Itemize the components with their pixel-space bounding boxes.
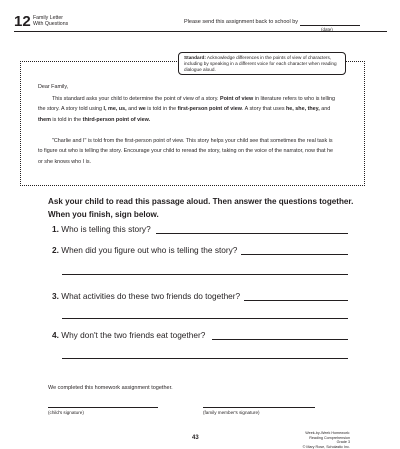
- question-number: 1.: [52, 224, 59, 234]
- p1-bold: them: [38, 116, 51, 123]
- answer-line-4a[interactable]: [212, 339, 348, 340]
- standard-label: Standard:: [184, 55, 206, 60]
- question-text: Who is telling this story?: [61, 224, 151, 234]
- question-2: [52, 245, 237, 255]
- answer-line-2b[interactable]: [62, 274, 348, 275]
- answer-line-3a[interactable]: [244, 300, 348, 301]
- question-number: 3.: [52, 291, 59, 301]
- family-signature-line[interactable]: [203, 407, 315, 408]
- footer-page-number: 43: [192, 435, 199, 441]
- copyright-line-1: Week-by-Week Homework: Reading Comprehension Grade 3: [305, 431, 350, 445]
- p2-text: "Charlie and I" is told from the first-person point of view. This story helps your child see that sometimes the real task is to figure out who is telling the story. Encourage your child to reread the story, taking on the voice of the narrator, now that he or she knows who I is.: [38, 138, 333, 165]
- p1-text: . A story that uses: [241, 106, 287, 113]
- standard-text: Acknowledge differences in the points of view of characters, including by speaking in a different voice for each character when reading dialogue aloud.: [184, 55, 337, 72]
- p1-text: is told in the: [50, 116, 83, 123]
- p1-bold: first-person point of view: [177, 106, 242, 113]
- p1-bold: Point of view: [220, 96, 254, 102]
- child-signature-label: (child's signature): [48, 410, 84, 415]
- question-number: 2.: [52, 245, 59, 255]
- copyright: [300, 431, 350, 449]
- p1-text: and: [126, 106, 139, 113]
- p1-text: This standard asks your child to determine the point of view of a story.: [52, 96, 220, 102]
- page-number: 12: [14, 13, 31, 30]
- p1-bold: third-person point of view.: [82, 116, 151, 123]
- date-input-line[interactable]: [300, 25, 360, 26]
- question-1: [52, 224, 151, 234]
- header-label-line1: Family Letter: [33, 15, 63, 21]
- date-label: (date): [321, 27, 333, 32]
- question-3: [52, 291, 240, 301]
- question-4: [52, 330, 205, 340]
- send-back-text: Please send this assignment back to school by: [184, 19, 299, 25]
- question-text: Why don't the two friends eat together?: [61, 330, 206, 340]
- copyright-line-2: © Mary Rose, Scholastic Inc.: [302, 444, 350, 449]
- p1-text: is told in the: [145, 106, 178, 113]
- question-text: What activities do these two friends do together?: [61, 291, 241, 301]
- letter-greeting: Dear Family,: [38, 84, 69, 90]
- answer-line-3b[interactable]: [62, 318, 348, 319]
- instructions: Ask your child to read this passage aloud. Then answer the questions together. When you finish, sign below.: [48, 197, 354, 219]
- letter-paragraph-1: [38, 94, 338, 125]
- p1-text: and: [319, 106, 331, 113]
- child-signature-line[interactable]: [48, 407, 158, 408]
- header-label-line2: With Questions: [33, 21, 69, 28]
- question-text: When did you figure out who is telling the story?: [61, 245, 238, 255]
- letter-paragraph-2: [38, 136, 338, 167]
- closing-text: We completed this homework assignment together.: [48, 385, 173, 391]
- p1-text: in literature refers to who is telling the story. A story told using: [38, 96, 336, 113]
- header-label: [33, 15, 93, 27]
- question-number: 4.: [52, 330, 59, 340]
- answer-line-1a[interactable]: [156, 233, 348, 234]
- standard-box: [178, 52, 346, 75]
- p1-bold: we: [138, 106, 146, 113]
- answer-line-2a[interactable]: [241, 254, 348, 255]
- p1-bold: he, she, they,: [286, 106, 320, 113]
- answer-line-4b[interactable]: [62, 358, 348, 359]
- family-signature-label: (family member's signature): [203, 410, 260, 415]
- p1-bold: I, me, us,: [103, 106, 127, 113]
